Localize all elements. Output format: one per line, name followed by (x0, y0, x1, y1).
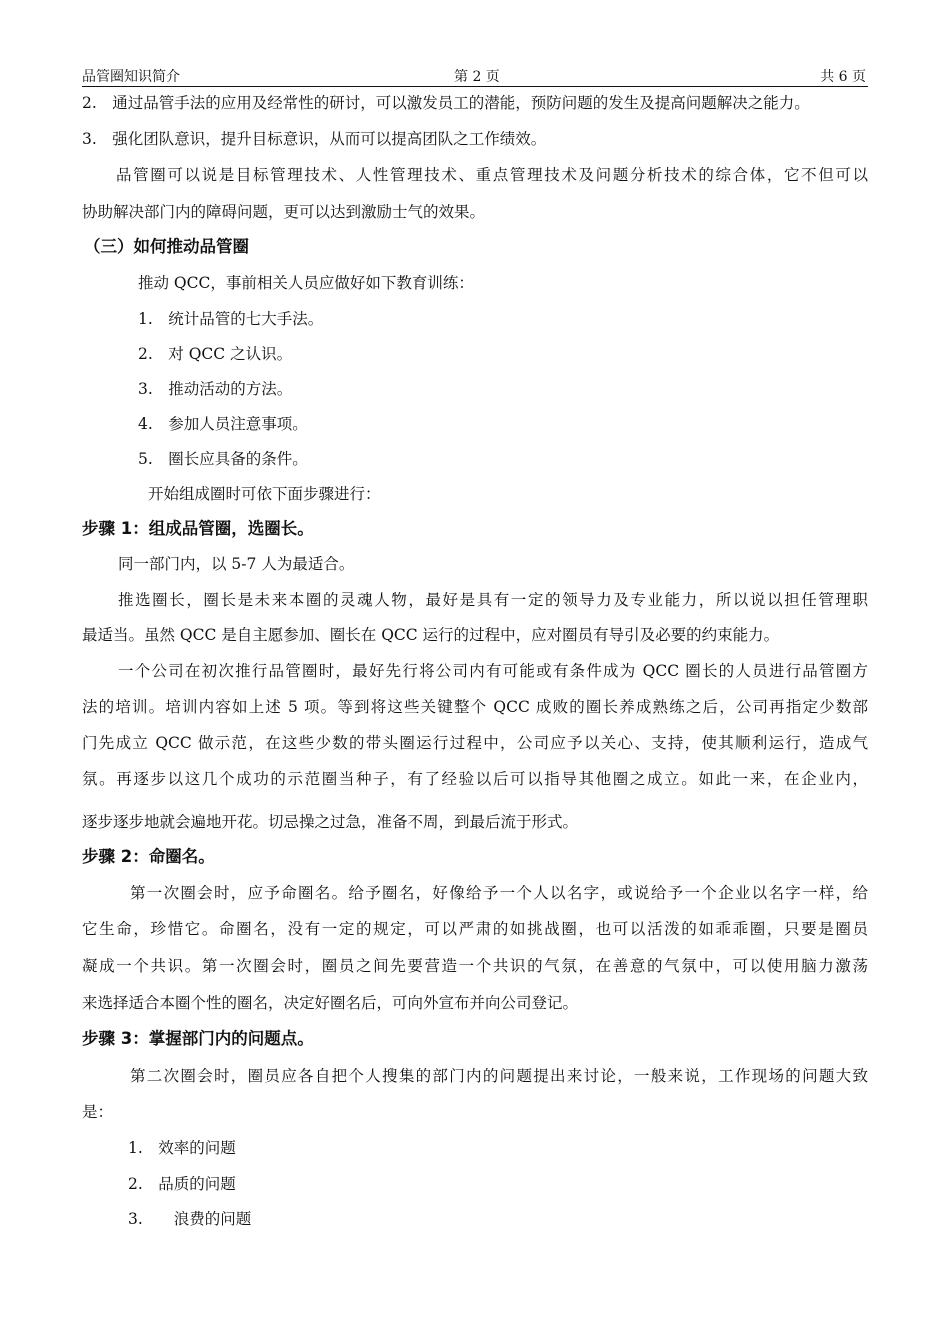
step-heading-1: 步骤 1：组成品管圈，选圈长。 (82, 519, 314, 538)
paragraph-line: 来选择适合本圈个性的圈名，决定好圈名后，可向外宣布并向公司登记。 (82, 994, 579, 1012)
paragraph-line: 第二次圈会时，圈员应各自把个人搜集的部门内的问题提出来讨论，一般来说，工作现场的问题大致 (130, 1067, 868, 1085)
paragraph-line: 同一部门内，以 5-7 人为最适合。 (118, 555, 355, 573)
paragraph-line: 推动 QCC，事前相关人员应做好如下教育训练： (138, 274, 474, 292)
list-item: 1. 统计品管的七大手法。 (138, 310, 324, 328)
paragraph-line: 推选圈长，圈长是未来本圈的灵魂人物，最好是具有一定的领导力及专业能力，所以说以担任管理职 (118, 591, 868, 609)
paragraph-line: 凝成一个共识。第一次圈会时，圈员之间先要营造一个共识的气氛，在善意的气氛中，可以使用脑力激荡 (82, 957, 868, 975)
list-item: 5. 圈长应具备的条件。 (138, 450, 308, 468)
list-item-benefit-2: 2. 通过品管手法的应用及经常性的研讨，可以激发员工的潜能，预防问题的发生及提高问题解决之能力。 (82, 94, 810, 112)
paragraph-line: 开始组成圈时可依下面步骤进行： (148, 485, 381, 503)
list-item: 1. 效率的问题 (128, 1139, 236, 1157)
header-page-number: 第 2 页 (454, 69, 500, 85)
list-item: 3. 推动活动的方法。 (138, 380, 293, 398)
list-item: 3. 浪费的问题 (128, 1210, 252, 1228)
paragraph-line: 门先成立 QCC 做示范，在这些少数的带头圈运行过程中，公司应予以关心、支持，使其顺利运行，造成气 (82, 734, 868, 752)
header-doc-title: 品管圈知识简介 (82, 69, 180, 85)
section-heading: （三）如何推动品管圈 (84, 237, 249, 256)
paragraph-line: 氛。再逐步以这几个成功的示范圈当种子，有了经验以后可以指导其他圈之成立。如此一来，在企业内， (82, 770, 868, 788)
list-item: 4. 参加人员注意事项。 (138, 415, 308, 433)
paragraph-line: 是： (82, 1103, 114, 1121)
paragraph-line: 一个公司在初次推行品管圈时，最好先行将公司内有可能或有条件成为 QCC 圈长的人员进行品管圈方 (118, 662, 868, 680)
paragraph-line: 最适当。虽然 QCC 是自主愿参加、圈长在 QCC 运行的过程中，应对圈员有导引及必要的约束能力。 (82, 626, 780, 644)
paragraph-line: 它生命，珍惜它。命圈名，没有一定的规定，可以严肃的如挑战圈，也可以活泼的如乖乖圈，只要是圈员 (82, 920, 868, 938)
paragraph-line: 逐步逐步地就会遍地开花。切忌操之过急，准备不周，到最后流于形式。 (82, 813, 579, 831)
step-heading-3: 步骤 3：掌握部门内的问题点。 (82, 1029, 314, 1048)
list-item: 2. 对 QCC 之认识。 (138, 345, 293, 363)
header-page-total: 共 6 页 (820, 69, 866, 85)
step-heading-2: 步骤 2：命圈名。 (82, 847, 215, 866)
list-item: 2. 品质的问题 (128, 1175, 236, 1193)
paragraph-line: 协助解决部门内的障碍问题，更可以达到激励士气的效果。 (82, 203, 486, 221)
list-item-benefit-3: 3. 强化团队意识，提升目标意识，从而可以提高团队之工作绩效。 (82, 130, 547, 148)
paragraph-line: 法的培训。培训内容如上述 5 项。等到将这些关键整个 QCC 成败的圈长养成熟练之后，公司再指定少数部 (82, 698, 868, 716)
paragraph-line: 品管圈可以说是目标管理技术、人性管理技术、重点管理技术及问题分析技术的综合体，它不但可以 (116, 166, 868, 184)
paragraph-line: 第一次圈会时，应予命圈名。给予圈名，好像给予一个人以名字，或说给予一个企业以名字一样，给 (130, 884, 868, 902)
page-header (82, 66, 868, 87)
